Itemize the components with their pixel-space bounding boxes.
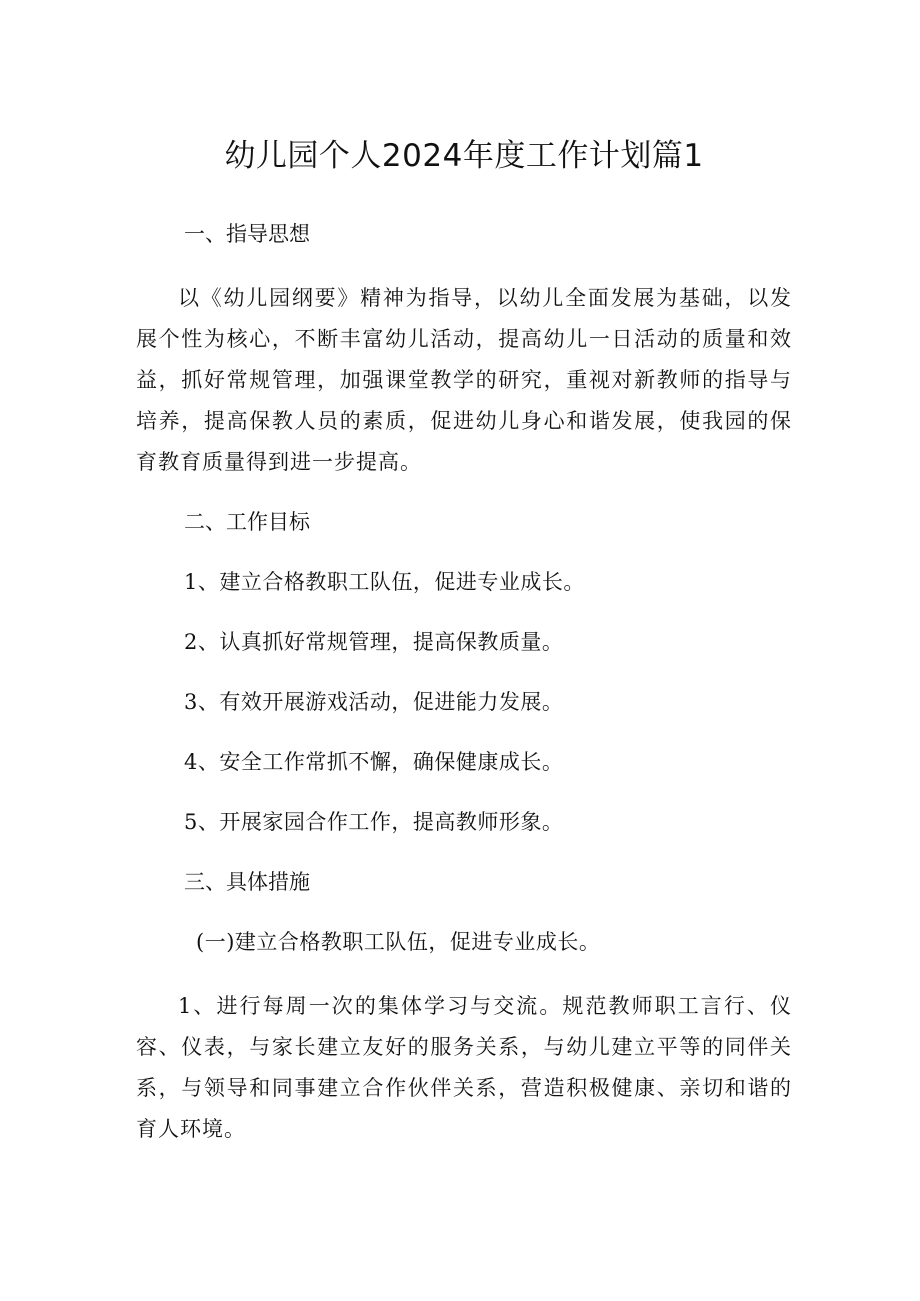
goal-item: 2、认真抓好常规管理，提高保教质量。: [184, 630, 564, 654]
goal-item: 1、建立合格教职工队伍，促进专业成长。: [184, 570, 585, 594]
goal-item: 3、有效开展游戏活动，促进能力发展。: [184, 690, 564, 714]
section-heading-specific-measures: 三、具体措施: [184, 870, 310, 894]
section-heading-work-goals: 二、工作目标: [184, 510, 310, 534]
goal-item: 4、安全工作常抓不懈，确保健康成长。: [184, 750, 564, 774]
document-title: 幼儿园个人2024年度工作计划篇1: [224, 138, 704, 174]
paragraph-measure-1: 1、进行每周一次的集体学习与交流。规范教师职工言行、仪容、仪表，与家长建立友好的服务关系，与幼儿建立平等的同伴关系，与领导和同事建立合作伙伴关系，营造积极健康、亲切和谐的育人环境。: [136, 994, 792, 1141]
section-heading-guiding-ideology: 一、指导思想: [184, 222, 310, 246]
paragraph-guiding-ideology: 以《幼儿园纲要》精神为指导，以幼儿全面发展为基础，以发展个性为核心，不断丰富幼儿活动，提高幼儿一日活动的质量和效益，抓好常规管理，加强课堂教学的研究，重视对新教师的指导与培养，提高保教人员的素质，促进幼儿身心和谐发展，使我园的保育教育质量得到进一步提高。: [136, 286, 792, 474]
goal-item: 5、开展家园合作工作，提高教师形象。: [184, 810, 564, 834]
subsection-heading: (一)建立合格教职工队伍，促进专业成长。: [196, 930, 601, 954]
